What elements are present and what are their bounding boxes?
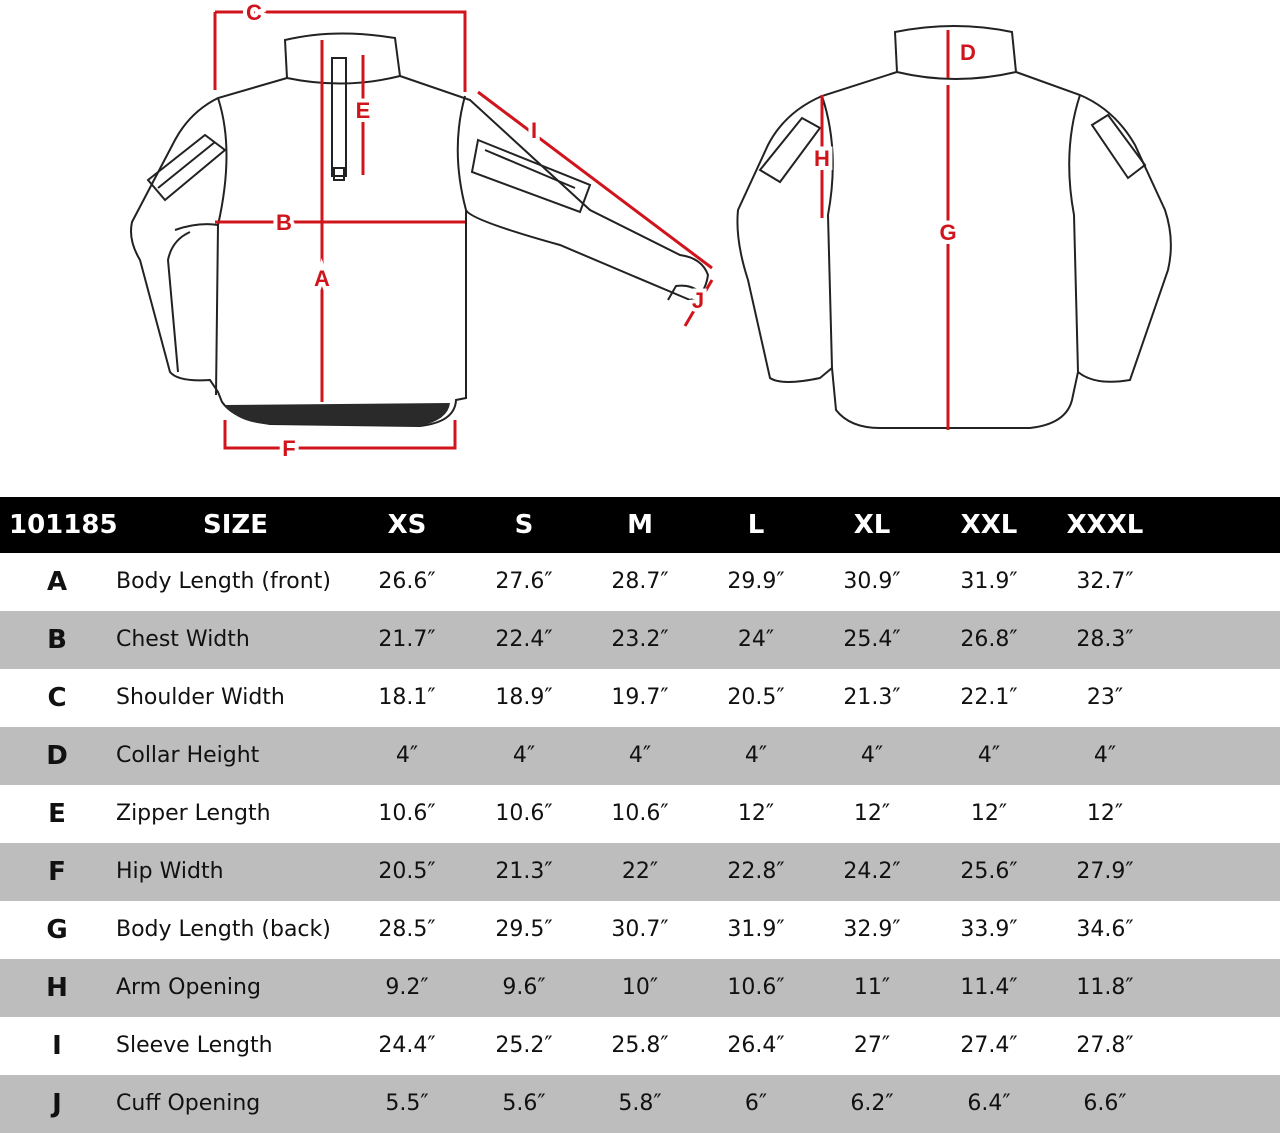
row-label: Body Length (back) (116, 917, 331, 942)
table-cell: 12″ (737, 801, 775, 826)
table-cell: 24.2″ (843, 859, 901, 884)
table-cell: 30.7″ (611, 917, 669, 942)
table-cell: 4″ (860, 743, 884, 768)
table-cell: 9.2″ (385, 975, 429, 1000)
row-letter: H (46, 973, 68, 1003)
front-jacket-outline (131, 33, 708, 426)
table-cell: 10.6″ (727, 975, 785, 1000)
table-cell: 5.5″ (385, 1091, 429, 1116)
table-cell: 22″ (621, 859, 659, 884)
table-cell: 27″ (853, 1033, 891, 1058)
table-cell: 30.9″ (843, 569, 901, 594)
product-code: 101185 (9, 510, 118, 540)
measurement-lines (215, 12, 948, 448)
table-row (0, 785, 1280, 843)
front-hem (225, 403, 450, 426)
table-cell: 25.2″ (495, 1033, 553, 1058)
table-cell: 21.3″ (495, 859, 553, 884)
table-row (0, 1075, 1280, 1133)
table-row (0, 669, 1280, 727)
size-xs-header: XS (387, 510, 427, 540)
size-s-header: S (514, 510, 534, 540)
table-cell: 11″ (853, 975, 891, 1000)
table-cell: 28.3″ (1076, 627, 1134, 652)
table-cell: 31.9″ (727, 917, 785, 942)
table-cell: 6.2″ (850, 1091, 894, 1116)
table-cell: 4″ (977, 743, 1001, 768)
table-cell: 27.9″ (1076, 859, 1134, 884)
table-cell: 27.8″ (1076, 1033, 1134, 1058)
table-row (0, 553, 1280, 611)
size-column-header: SIZE (203, 510, 269, 540)
size-xxl-header: XXL (960, 510, 1018, 540)
table-row (0, 1017, 1280, 1075)
marker-c: C (246, 0, 262, 25)
table-cell: 6.4″ (967, 1091, 1011, 1116)
table-cell: 20.5″ (378, 859, 436, 884)
marker-i: I (530, 118, 538, 143)
row-letter: E (48, 799, 66, 829)
marker-j: J (691, 288, 705, 313)
row-label: Arm Opening (116, 975, 261, 1000)
size-l-header: L (747, 510, 765, 540)
table-cell: 25.6″ (960, 859, 1018, 884)
table-cell: 24″ (737, 627, 775, 652)
table-cell: 4″ (628, 743, 652, 768)
table-cell: 21.3″ (843, 685, 901, 710)
table-cell: 10.6″ (611, 801, 669, 826)
table-cell: 28.5″ (378, 917, 436, 942)
row-label: Body Length (front) (116, 569, 331, 594)
table-cell: 23.2″ (611, 627, 669, 652)
size-m-header: M (627, 510, 653, 540)
table-cell: 12″ (1086, 801, 1124, 826)
table-cell: 26.8″ (960, 627, 1018, 652)
row-letter: G (46, 915, 68, 945)
table-cell: 32.7″ (1076, 569, 1134, 594)
table-cell: 6″ (744, 1091, 768, 1116)
table-cell: 32.9″ (843, 917, 901, 942)
marker-f: F (282, 436, 296, 461)
table-cell: 22.8″ (727, 859, 785, 884)
table-row (0, 727, 1280, 785)
table-cell: 11.4″ (960, 975, 1018, 1000)
marker-d: D (960, 40, 976, 65)
table-cell: 11.8″ (1076, 975, 1134, 1000)
table-cell: 23″ (1086, 685, 1124, 710)
row-letter: B (47, 625, 67, 655)
table-cell: 5.6″ (502, 1091, 546, 1116)
row-letter: D (46, 741, 68, 771)
table-cell: 28.7″ (611, 569, 669, 594)
row-label: Cuff Opening (116, 1091, 261, 1116)
table-cell: 26.6″ (378, 569, 436, 594)
marker-e: E (355, 98, 371, 123)
table-cell: 19.7″ (611, 685, 669, 710)
jacket-measurement-diagram (0, 0, 1280, 492)
table-cell: 5.8″ (618, 1091, 662, 1116)
table-cell: 31.9″ (960, 569, 1018, 594)
row-letter: J (52, 1089, 62, 1119)
table-cell: 27.6″ (495, 569, 553, 594)
row-label: Chest Width (116, 627, 250, 652)
size-xxxl-header: XXXL (1066, 510, 1144, 540)
table-cell: 26.4″ (727, 1033, 785, 1058)
table-cell: 34.6″ (1076, 917, 1134, 942)
table-cell: 10″ (621, 975, 659, 1000)
table-cell: 18.1″ (378, 685, 436, 710)
table-cell: 22.1″ (960, 685, 1018, 710)
table-header (0, 497, 1280, 553)
table-cell: 18.9″ (495, 685, 553, 710)
row-label: Hip Width (116, 859, 224, 884)
row-letter: I (52, 1031, 62, 1061)
table-cell: 4″ (395, 743, 419, 768)
table-cell: 33.9″ (960, 917, 1018, 942)
table-cell: 27.4″ (960, 1033, 1018, 1058)
marker-a: A (314, 266, 330, 291)
row-letter: A (46, 567, 68, 597)
marker-g: G (939, 220, 957, 245)
table-cell: 9.6″ (502, 975, 546, 1000)
marker-h: H (814, 146, 830, 171)
table-cell: 22.4″ (495, 627, 553, 652)
row-letter: C (47, 683, 67, 713)
table-cell: 20.5″ (727, 685, 785, 710)
table-row (0, 901, 1280, 959)
table-row (0, 843, 1280, 901)
row-label: Collar Height (116, 743, 260, 768)
table-cell: 25.8″ (611, 1033, 669, 1058)
table-cell: 4″ (512, 743, 536, 768)
table-row (0, 611, 1280, 669)
row-label: Sleeve Length (116, 1033, 273, 1058)
table-cell: 29.5″ (495, 917, 553, 942)
row-letter: F (48, 857, 66, 887)
table-row (0, 959, 1280, 1017)
table-cell: 4″ (1093, 743, 1117, 768)
marker-b: B (276, 210, 292, 235)
table-cell: 21.7″ (378, 627, 436, 652)
table-cell: 4″ (744, 743, 768, 768)
table-cell: 29.9″ (727, 569, 785, 594)
table-cell: 10.6″ (378, 801, 436, 826)
table-cell: 12″ (970, 801, 1008, 826)
table-cell: 24.4″ (378, 1033, 436, 1058)
table-cell: 25.4″ (843, 627, 901, 652)
size-xl-header: XL (853, 510, 891, 540)
table-cell: 12″ (853, 801, 891, 826)
size-chart-table (0, 497, 1280, 1133)
row-label: Shoulder Width (116, 685, 285, 710)
table-cell: 10.6″ (495, 801, 553, 826)
row-label: Zipper Length (116, 801, 271, 826)
table-cell: 6.6″ (1083, 1091, 1127, 1116)
